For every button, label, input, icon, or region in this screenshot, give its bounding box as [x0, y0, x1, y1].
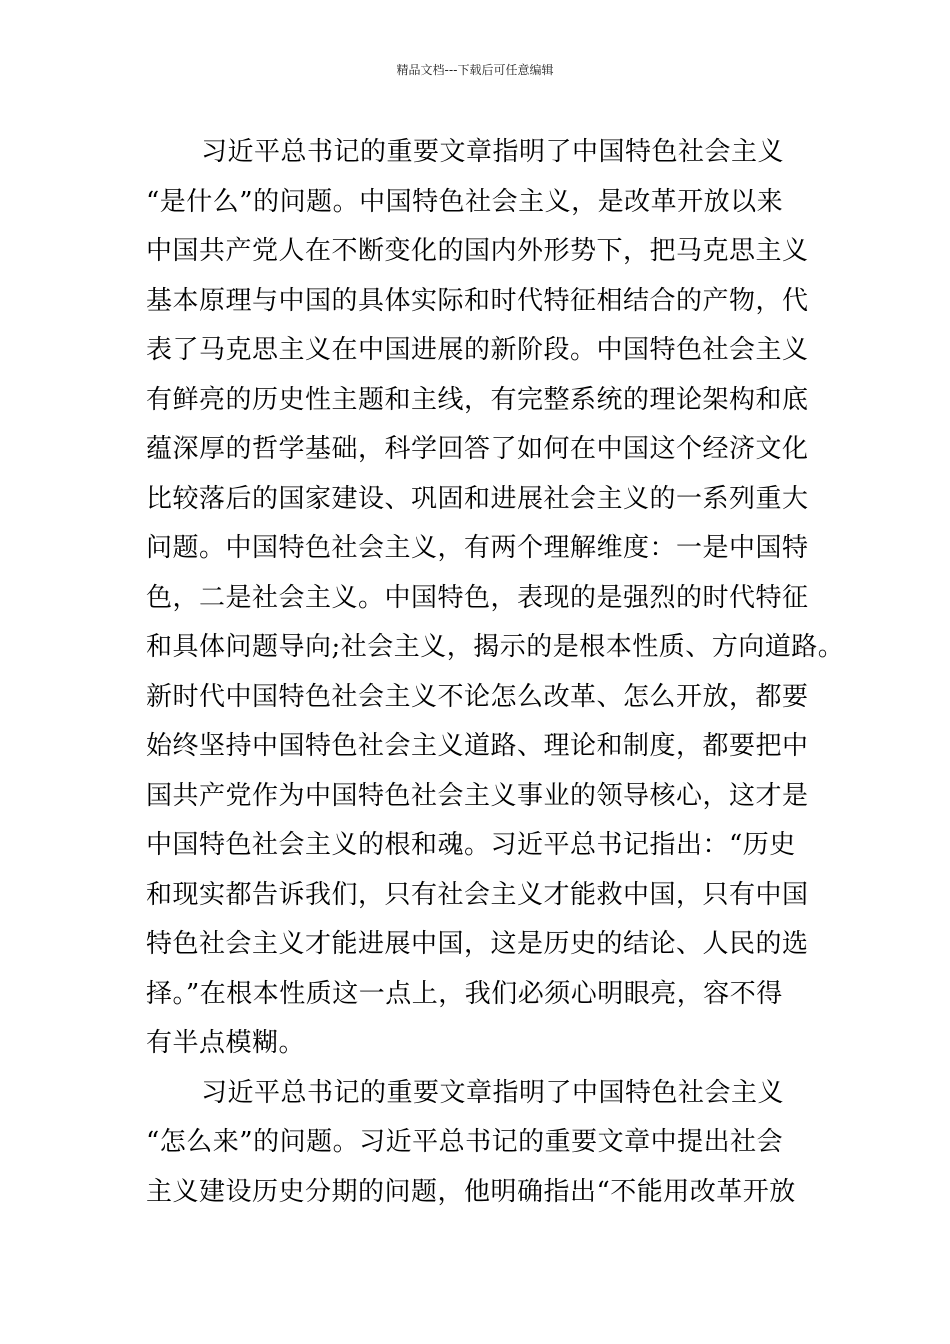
text-line: 主义建设历史分期的问题，他明确指出“不能用改革开放 — [146, 1176, 796, 1207]
text-line: “是什么”的问题。中国特色社会主义，是改革开放以来 — [146, 186, 784, 217]
text-line: 习近平总书记的重要文章指明了中国特色社会主义 — [201, 1077, 785, 1108]
text-line: 新时代中国特色社会主义不论怎么改革、怎么开放，都要 — [146, 681, 809, 712]
text-line: 始终坚持中国特色社会主义道路、理论和制度，都要把中 — [146, 731, 809, 761]
text-line: 色，二是社会主义。中国特色，表现的是强烈的时代特征 — [146, 582, 809, 613]
text-line: 基本原理与中国的具体实际和时代特征相结合的产物，代 — [146, 285, 809, 316]
text-line: 表了马克思主义在中国进展的新阶段。中国特色社会主义 — [146, 335, 809, 365]
text-line: 比较落后的国家建设、巩固和进展社会主义的一系列重大 — [146, 483, 809, 514]
text-line: 有鲜亮的历史性主题和主线，有完整系统的理论架构和底 — [146, 384, 809, 415]
text-line: 问题。中国特色社会主义，有两个理解维度：一是中国特 — [146, 533, 809, 563]
text-line: 国共产党作为中国特色社会主义事业的领导核心，这才是 — [146, 780, 809, 811]
paragraph-2 — [146, 1069, 808, 1218]
text-line: 和现实都告诉我们，只有社会主义才能救中国，只有中国 — [146, 879, 809, 910]
page-header: 精品文档---下载后可任意编辑 — [396, 63, 554, 77]
text-line: 中国共产党人在不断变化的国内外形势下，把马克思主义 — [146, 236, 809, 266]
text-line: 有半点模糊。 — [146, 1028, 306, 1058]
text-line: 择。”在根本性质这一点上，我们必须心明眼亮，容不得 — [146, 978, 783, 1009]
text-line: 和具体问题导向;社会主义，揭示的是根本性质、方向道路。 — [146, 632, 845, 662]
text-line: 中国特色社会主义的根和魂。习近平总书记指出：“历史 — [146, 830, 796, 860]
text-line: 蕴深厚的哲学基础，科学回答了如何在中国这个经济文化 — [146, 434, 809, 464]
paragraph-1 — [146, 128, 845, 1069]
text-line: “怎么来”的问题。习近平总书记的重要文章中提出社会 — [146, 1127, 784, 1157]
document-body — [146, 128, 845, 1217]
text-line: 习近平总书记的重要文章指明了中国特色社会主义 — [201, 137, 785, 167]
text-line: 特色社会主义才能进展中国，这是历史的结论、人民的选 — [146, 929, 809, 959]
